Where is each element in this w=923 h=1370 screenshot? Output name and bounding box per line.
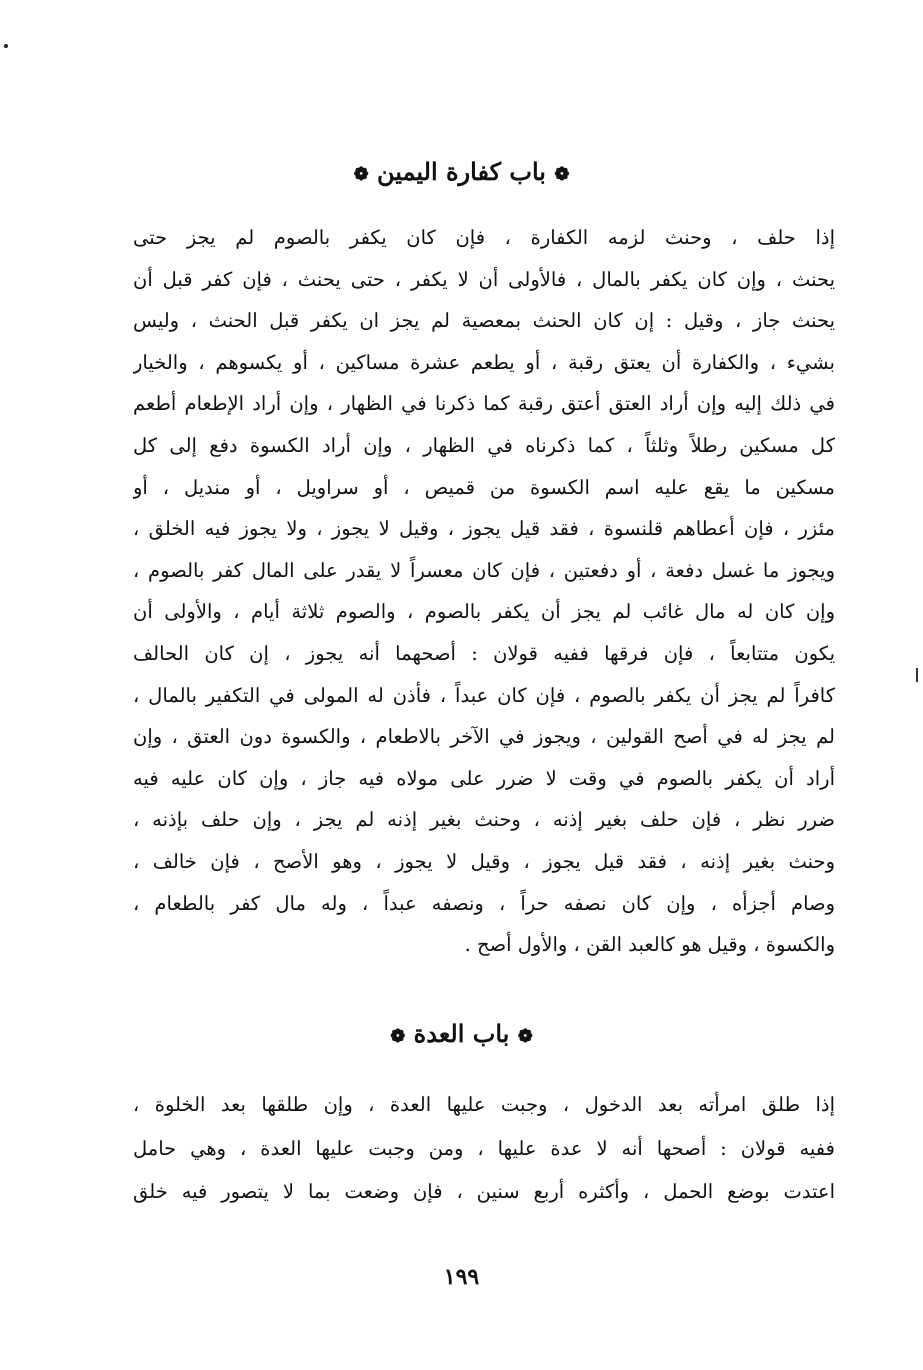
section-title: باب العدة — [413, 1019, 510, 1048]
page-number: ١٩٩ — [443, 1264, 480, 1290]
text-line: إذا حلف ، وحنث لزمه الكفارة ، فإن كان يكفر بالصوم لم يجز حتى — [133, 226, 835, 249]
ornament-left-icon: ❁ — [390, 1026, 406, 1047]
text-line: لم يجز له في أصح القولين ، ويجوز في الآخر بالاطعام ، والكسوة دون العتق ، وإن — [133, 725, 835, 749]
margin-mark — [916, 668, 918, 682]
text-line: كافراً لم يجز أن يكفر بالصوم ، فإن كان عبداً ، فأذن له المولى في التكفير بالمال ، — [133, 683, 835, 707]
section-body-idda — [133, 1083, 835, 1214]
text-line: وحنث بغير إذنه ، فقد قيل يجوز ، وقيل لا يجوز ، وهو الأصح ، فإن خالف ، — [133, 849, 835, 873]
margin-dot — [4, 44, 8, 48]
text-line: إذا طلق امرأته بعد الدخول ، وجبت عليها العدة ، وإن طلقها بعد الخلوة ، — [133, 1093, 835, 1116]
text-line: وإن كان له مال غائب لم يجز أن يكفر بالصوم ، والصوم ثلاثة أيام ، والأولى أن — [133, 600, 835, 624]
text-line: أراد أن يكفر بالصوم في وقت لا ضرر على مولاه فيه جاز ، وإن كان عليه فيه — [133, 766, 835, 790]
section-heading-kaffara — [0, 152, 923, 195]
section-title: باب كفارة اليمين — [377, 157, 546, 186]
text-line: بشيء ، والكفارة أن يعتق رقبة ، أو يطعم عشرة مساكين ، أو يكسوهم ، والخيار — [133, 350, 835, 374]
text-line: في ذلك إليه وإن أراد العتق أعتق رقبة كما ذكرنا في الظهار ، وإن أراد الإطعام أطعم — [133, 392, 835, 416]
text-line: مئزر ، فإن أعطاهم قلنسوة ، فقد قيل يجوز ، وقيل لا يجوز ، ولا يجوز فيه الخلق ، — [133, 517, 835, 541]
section-heading-idda — [0, 1014, 923, 1057]
text-line: يحنث ، وإن كان يكفر بالمال ، فالأولى أن لا يكفر ، حتى يحنث ، فإن كفر قبل أن — [133, 267, 835, 291]
text-line: اعتدت بوضع الحمل ، وأكثره أربع سنين ، فإن وضعت بما لا يتصور فيه خلق — [133, 1180, 835, 1203]
text-line: مسكين ما يقع عليه اسم الكسوة من قميص ، أو سراويل ، أو منديل ، أو — [133, 475, 835, 499]
text-line: وصام أجزأه ، وإن كان نصفه حراً ، ونصفه عبداً ، وله مال كفر بالطعام ، — [133, 891, 835, 915]
text-line: والكسوة ، وقيل هو كالعبد القن ، والأول أصح . — [464, 933, 835, 957]
section-body-kaffara — [133, 217, 835, 966]
ornament-right-icon: ❁ — [554, 164, 570, 185]
text-line: ضرر نظر ، فإن حلف بغير إذنه ، وحنث بغير إذنه لم يجز ، وإن حلف بإذنه ، — [133, 808, 835, 832]
text-line: يكون متتابعاً ، فإن فرقها ففيه قولان : أصحهما أنه يجوز ، إن كان الحالف — [133, 641, 835, 665]
text-line: ففيه قولان : أصحها أنه لا عدة عليها ، ومن وجبت عليها العدة ، وهي حامل — [133, 1136, 835, 1160]
ornament-left-icon: ❁ — [353, 164, 369, 185]
text-line: كل مسكين رطلاً وثلثاً ، كما ذكرناه في الظهار ، وإن أراد الكسوة دفع إلى كل — [133, 433, 835, 457]
text-line: يحنث جاز ، وقيل : إن كان الحنث بمعصية لم يجز ان يكفر قبل الحنث ، وليس — [133, 309, 835, 333]
text-line: ويجوز ما غسل دفعة ، أو دفعتين ، فإن كان معسراً لا يقدر على المال كفر بالصوم ، — [133, 558, 835, 582]
ornament-right-icon: ❁ — [517, 1026, 533, 1047]
